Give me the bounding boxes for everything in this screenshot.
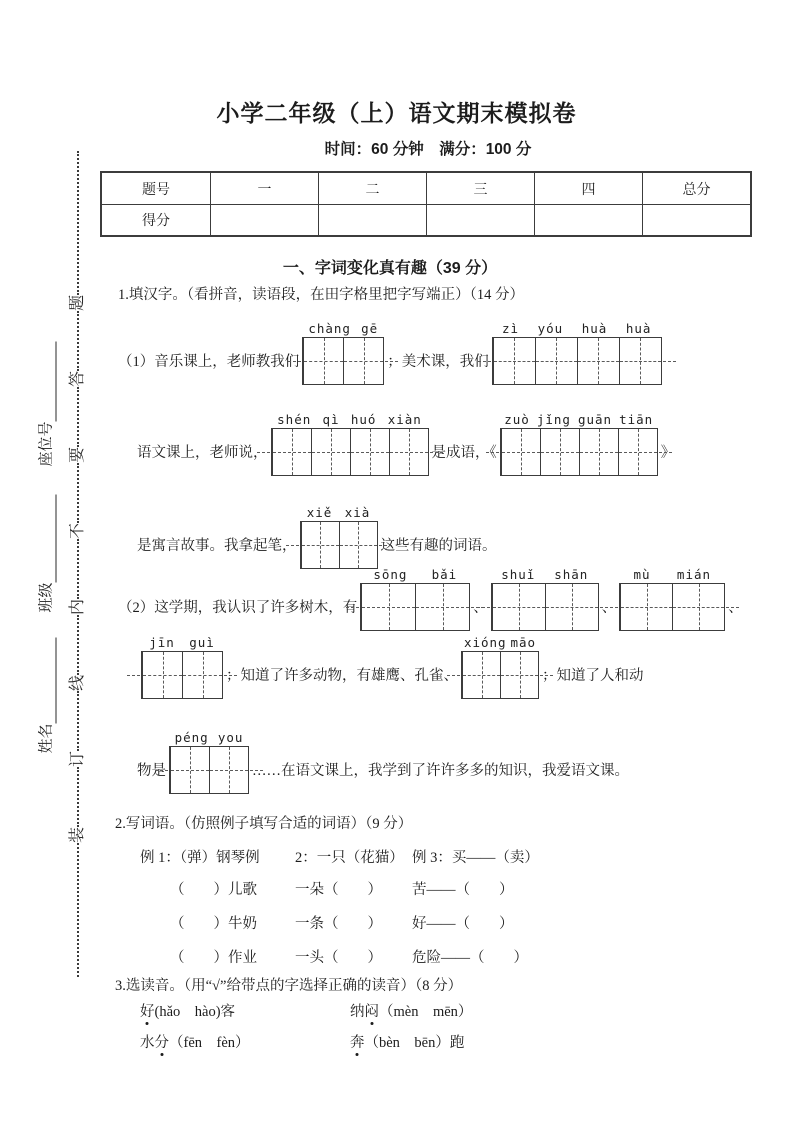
pinyin-label xyxy=(493,321,661,336)
pinyin-label xyxy=(462,635,538,650)
q3-text: 纳 xyxy=(350,1004,365,1020)
student-field-line xyxy=(38,637,56,723)
pinyin-label xyxy=(492,567,598,582)
pinyin-syllable: yóu xyxy=(537,320,564,336)
q3-item xyxy=(140,1000,235,1021)
pinyin-syllable: shān xyxy=(554,566,589,582)
pinyin-label xyxy=(142,635,222,650)
tianzige-box xyxy=(302,320,384,385)
tianzige-box xyxy=(169,729,249,794)
tianzige-cell xyxy=(209,747,248,793)
pinyin-syllable: guān xyxy=(577,411,613,427)
tianzige-box xyxy=(619,566,725,631)
exam-text: 是成语，《 xyxy=(431,445,497,461)
binding-char: 要 xyxy=(69,446,86,463)
student-field-line xyxy=(38,341,56,421)
pinyin-label xyxy=(301,505,377,520)
pinyin-syllable: qì xyxy=(322,411,340,427)
pinyin-syllable: zuò xyxy=(504,411,530,427)
binding-char: 不 xyxy=(69,522,86,539)
pinyin-syllable: xióng xyxy=(463,634,507,650)
pinyin-syllable: péng xyxy=(174,729,209,745)
pinyin-syllable: sōng xyxy=(373,566,408,582)
q3-item xyxy=(350,1031,464,1052)
score-table-header-cell: 四 xyxy=(534,173,642,204)
tianzige-box xyxy=(141,634,223,699)
q3-row xyxy=(0,1000,793,1020)
student-field-label: 座位号 xyxy=(38,421,55,467)
tianzige-box xyxy=(360,566,470,631)
pinyin-syllable: gē xyxy=(361,320,379,336)
q3-item xyxy=(350,1000,472,1021)
pinyin-syllable: mián xyxy=(676,566,712,582)
pinyin-syllable: shuǐ xyxy=(501,566,536,582)
exam-line xyxy=(138,634,644,699)
q3-text: （fēn fèn） xyxy=(169,1035,250,1051)
q2-item: 例 3：买——（卖） xyxy=(412,850,539,866)
student-field-label: 班级 xyxy=(38,582,55,613)
q2-item: （ ）牛奶 xyxy=(170,916,257,932)
section-one-heading: 一、字词变化真有趣（39 分） xyxy=(282,260,498,277)
score-table-cell xyxy=(642,204,750,235)
pinyin-syllable: shén xyxy=(277,411,312,427)
q2-item: （ ）儿歌 xyxy=(170,882,257,898)
q2-item: 危险——（ ） xyxy=(412,950,528,966)
q2-item: 苦——（ ） xyxy=(412,882,514,898)
score-table-cell: 得分 xyxy=(102,204,210,235)
pinyin-label xyxy=(272,412,428,427)
pinyin-syllable: xià xyxy=(344,504,371,520)
emphasized-char: 奔 xyxy=(350,1031,365,1052)
tianzige-cell xyxy=(672,584,724,630)
exam-line xyxy=(137,729,629,794)
tianzige-box xyxy=(271,411,429,476)
tianzige-cell xyxy=(501,429,540,475)
tianzige-cell xyxy=(492,584,545,630)
q1-prompt: 1.填汉字。（看拼音，读语段，在田字格里把字写端正）（14 分） xyxy=(118,287,524,303)
score-table-header-cell: 总分 xyxy=(642,173,750,204)
exam-text: 、 xyxy=(728,600,743,616)
tianzige-cell xyxy=(343,338,383,384)
exam-text: 物是 xyxy=(137,763,166,779)
exam-text: ；知道了许多动物，有雄鹰、孔雀、 xyxy=(226,668,458,684)
exam-text: 》 xyxy=(660,445,676,461)
tianzige-box xyxy=(300,504,378,569)
pinyin-syllable: jīn xyxy=(149,634,175,650)
exam-text: 是寓言故事。我拿起笔， xyxy=(137,538,297,554)
pinyin-syllable: zì xyxy=(502,320,520,336)
tianzige-cell xyxy=(619,338,661,384)
exam-text: 语文课上，老师说， xyxy=(137,445,268,461)
score-table xyxy=(100,171,752,237)
exam-text: 、 xyxy=(473,600,488,616)
exam-text: （1）音乐课上，老师教我们 xyxy=(118,354,300,370)
binding-char: 题 xyxy=(69,294,86,311)
exam-text: ；美术课，我们 xyxy=(387,354,489,370)
tianzige-cell xyxy=(462,652,500,698)
tianzige-cell xyxy=(311,429,350,475)
q3-text: (hǎo hào)客 xyxy=(154,1004,236,1020)
tianzige-cell xyxy=(361,584,415,630)
exam-title: 小学二年级（上）语文期末模拟卷 xyxy=(216,100,577,126)
tianzige-cell xyxy=(493,338,535,384)
tianzige-cell xyxy=(301,522,339,568)
tianzige-cell xyxy=(540,429,579,475)
tianzige-box xyxy=(461,634,539,699)
score-table-header-cell: 二 xyxy=(318,173,426,204)
q3-text: （mèn mēn） xyxy=(379,1004,473,1020)
q2-row xyxy=(0,946,793,966)
tianzige-cell xyxy=(545,584,598,630)
emphasized-char: 分 xyxy=(155,1031,170,1052)
student-field-line xyxy=(38,494,56,582)
tianzige-cell xyxy=(535,338,577,384)
exam-text: 、 xyxy=(601,600,617,616)
score-table-header-cell: 一 xyxy=(210,173,318,204)
binding-char: 线 xyxy=(69,674,86,691)
pinyin-syllable: bǎi xyxy=(431,566,458,582)
pinyin-syllable: tiān xyxy=(619,411,654,427)
tianzige-box xyxy=(500,411,658,476)
q2-prompt: 2.写词语。（仿照例子填写合适的词语）（9 分） xyxy=(115,816,413,832)
exam-meta: 时间：60 分钟 满分：100 分 xyxy=(324,141,532,158)
pinyin-syllable: huà xyxy=(581,320,608,336)
q2-item: 2：一只（花猫） xyxy=(295,850,404,866)
tianzige-cell xyxy=(415,584,469,630)
binding-char: 答 xyxy=(69,370,86,387)
q2-item: 好——（ ） xyxy=(412,916,514,932)
binding-dotted-segment xyxy=(77,615,79,675)
pinyin-syllable: huà xyxy=(625,320,652,336)
pinyin-syllable: chàng xyxy=(308,320,351,336)
tianzige-cell xyxy=(339,522,377,568)
q2-item: 一头（ ） xyxy=(295,950,382,966)
pinyin-syllable: xiě xyxy=(306,504,333,520)
score-table-cell xyxy=(426,204,534,235)
tianzige-box xyxy=(491,566,599,631)
tianzige-cell xyxy=(579,429,618,475)
q2-row xyxy=(0,878,793,898)
exam-line xyxy=(118,320,665,385)
binding-dotted-segment xyxy=(77,311,79,371)
binding-dotted-segment xyxy=(77,387,79,447)
tianzige-cell xyxy=(303,338,343,384)
pinyin-syllable: huó xyxy=(350,411,377,427)
binding-dotted-segment xyxy=(77,463,79,523)
binding-char: 装 xyxy=(69,826,86,843)
tianzige-cell xyxy=(272,429,311,475)
q3-text: （bèn bēn）跑 xyxy=(364,1035,465,1051)
emphasized-char: 好 xyxy=(140,1000,155,1021)
pinyin-syllable: jǐng xyxy=(536,411,571,427)
tianzige-cell xyxy=(389,429,428,475)
exam-line xyxy=(137,411,676,476)
tianzige-cell xyxy=(350,429,389,475)
emphasized-char: 闷 xyxy=(365,1000,380,1021)
binding-dotted-segment xyxy=(77,539,79,599)
binding-char: 订 xyxy=(69,750,86,767)
exam-text: ……在语文课上，我学到了许许多多的知识，我爱语文课。 xyxy=(252,763,629,779)
binding-char: 内 xyxy=(69,598,86,615)
pinyin-label xyxy=(170,730,248,745)
pinyin-syllable: mù xyxy=(633,566,651,582)
score-table-header-cell: 题号 xyxy=(142,180,170,197)
score-table-header-cell: 三 xyxy=(426,173,534,204)
exam-line xyxy=(118,566,743,631)
pinyin-label xyxy=(361,567,469,582)
score-table-cell xyxy=(318,204,426,235)
pinyin-label xyxy=(303,321,383,336)
pinyin-syllable: you xyxy=(217,729,244,745)
score-table-cell xyxy=(534,204,642,235)
tianzige-cell xyxy=(142,652,182,698)
q3-row xyxy=(0,1031,793,1051)
pinyin-label xyxy=(501,412,657,427)
score-table-cell xyxy=(210,204,318,235)
q3-item xyxy=(140,1031,250,1052)
exam-text: 这些有趣的词语。 xyxy=(380,538,497,554)
pinyin-syllable: guì xyxy=(189,634,215,650)
tianzige-box xyxy=(492,320,662,385)
binding-dotted-segment xyxy=(77,691,79,751)
q3-text: 水 xyxy=(140,1035,155,1051)
q2-row xyxy=(0,912,793,932)
q2-item: （ ）作业 xyxy=(170,950,257,966)
pinyin-syllable: māo xyxy=(510,634,537,650)
tianzige-cell xyxy=(182,652,222,698)
tianzige-cell xyxy=(620,584,672,630)
pinyin-label xyxy=(620,567,724,582)
student-info-fields xyxy=(35,338,60,754)
binding-dotted-segment xyxy=(77,767,79,827)
q2-item: 一朵（ ） xyxy=(295,882,382,898)
q3-prompt: 3.选读音。（用“√”给带点的字选择正确的读音）（8 分） xyxy=(115,978,463,994)
tianzige-cell xyxy=(577,338,619,384)
student-field-label: 姓名 xyxy=(38,723,55,754)
tianzige-cell xyxy=(618,429,657,475)
tianzige-cell xyxy=(170,747,209,793)
q2-item: 一条（ ） xyxy=(295,916,382,932)
pinyin-syllable: xiàn xyxy=(387,411,422,427)
exam-line xyxy=(137,504,497,569)
exam-text: （2）这学期，我认识了许多树木，有 xyxy=(118,600,358,616)
tianzige-cell xyxy=(500,652,538,698)
q2-item: 例 1：（弹）钢琴例 xyxy=(140,850,260,866)
q2-row xyxy=(0,846,793,866)
exam-text: ；知道了人和动 xyxy=(542,668,644,684)
